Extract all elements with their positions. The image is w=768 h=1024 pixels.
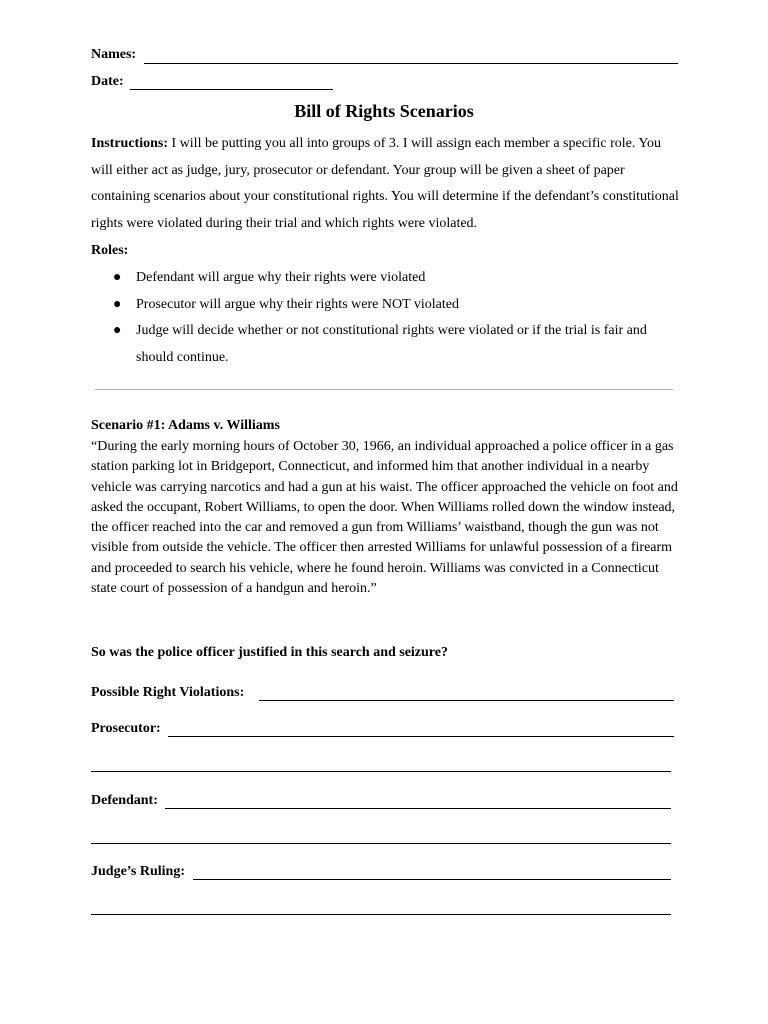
- defendant-label: Defendant:: [91, 793, 158, 808]
- names-label: Names:: [91, 47, 137, 62]
- violations-label: Possible Right Violations:: [91, 685, 245, 700]
- violations-line[interactable]: [259, 700, 674, 701]
- prosecutor-label: Prosecutor:: [91, 721, 161, 736]
- page-title: Bill of Rights Scenarios: [294, 101, 474, 121]
- judge-line-2[interactable]: [91, 914, 671, 915]
- judge-line[interactable]: [193, 879, 671, 880]
- instructions-paragraph: [91, 131, 681, 237]
- prosecutor-line[interactable]: [168, 736, 674, 737]
- roles-label: Roles:: [91, 243, 129, 258]
- judge-label: Judge’s Ruling:: [91, 864, 186, 879]
- bullet-icon: ●: [113, 323, 122, 338]
- instructions-text: I will be putting you all into groups of 3. I will assign each member a specific role. You will either act as judge, jury, prosecutor or defendant. Your group will be given a sheet of paper containing scenarios about your constitutional rights. You will determine if the defendant’s constitutional rights were violated during their trial and which rights were violated.: [91, 136, 679, 231]
- list-item: ● Judge will decide whether or not constitutional rights were violated or if the trial is fair and should continue.: [91, 318, 676, 371]
- bullet-icon: ●: [113, 270, 122, 285]
- roles-list: [91, 265, 676, 371]
- section-divider: [95, 389, 673, 390]
- instructions-label: Instructions:: [91, 136, 169, 151]
- scenario-question: So was the police officer justified in this search and seizure?: [91, 645, 448, 660]
- scenario-heading: Scenario #1: Adams v. Williams: [91, 418, 280, 433]
- date-label: Date:: [91, 74, 124, 89]
- defendant-line-2[interactable]: [91, 843, 671, 844]
- defendant-line[interactable]: [165, 808, 671, 809]
- names-line[interactable]: [144, 63, 678, 64]
- bullet-icon: ●: [113, 296, 122, 312]
- scenario-text: “During the early morning hours of October 30, 1966, an individual approached a police officer in a gas station parking lot in Bridgeport, Connecticut, and informed him that another individual in a nearby vehicle was carrying narcotics and had a gun at his waist. The officer approached the vehicle on foot and asked the occupant, Robert Williams, to open the door. When Williams rolled down the window instead, the officer reached into the car and removed a gun from Williams’ waistband, though the gun was not visible from outside the vehicle. The officer then arrested Williams for unlawful possession of a firearm and proceeded to search his vehicle, where he found heroin. Williams was convicted in a Connecticut state court of possession of a handgun and heroin.”: [91, 439, 678, 597]
- list-item: ● Defendant will argue why their rights were violated: [91, 265, 676, 292]
- date-line[interactable]: [130, 89, 333, 90]
- prosecutor-line-2[interactable]: [91, 771, 671, 772]
- list-item: ● Prosecutor will argue why their rights were NOT violated: [91, 292, 676, 319]
